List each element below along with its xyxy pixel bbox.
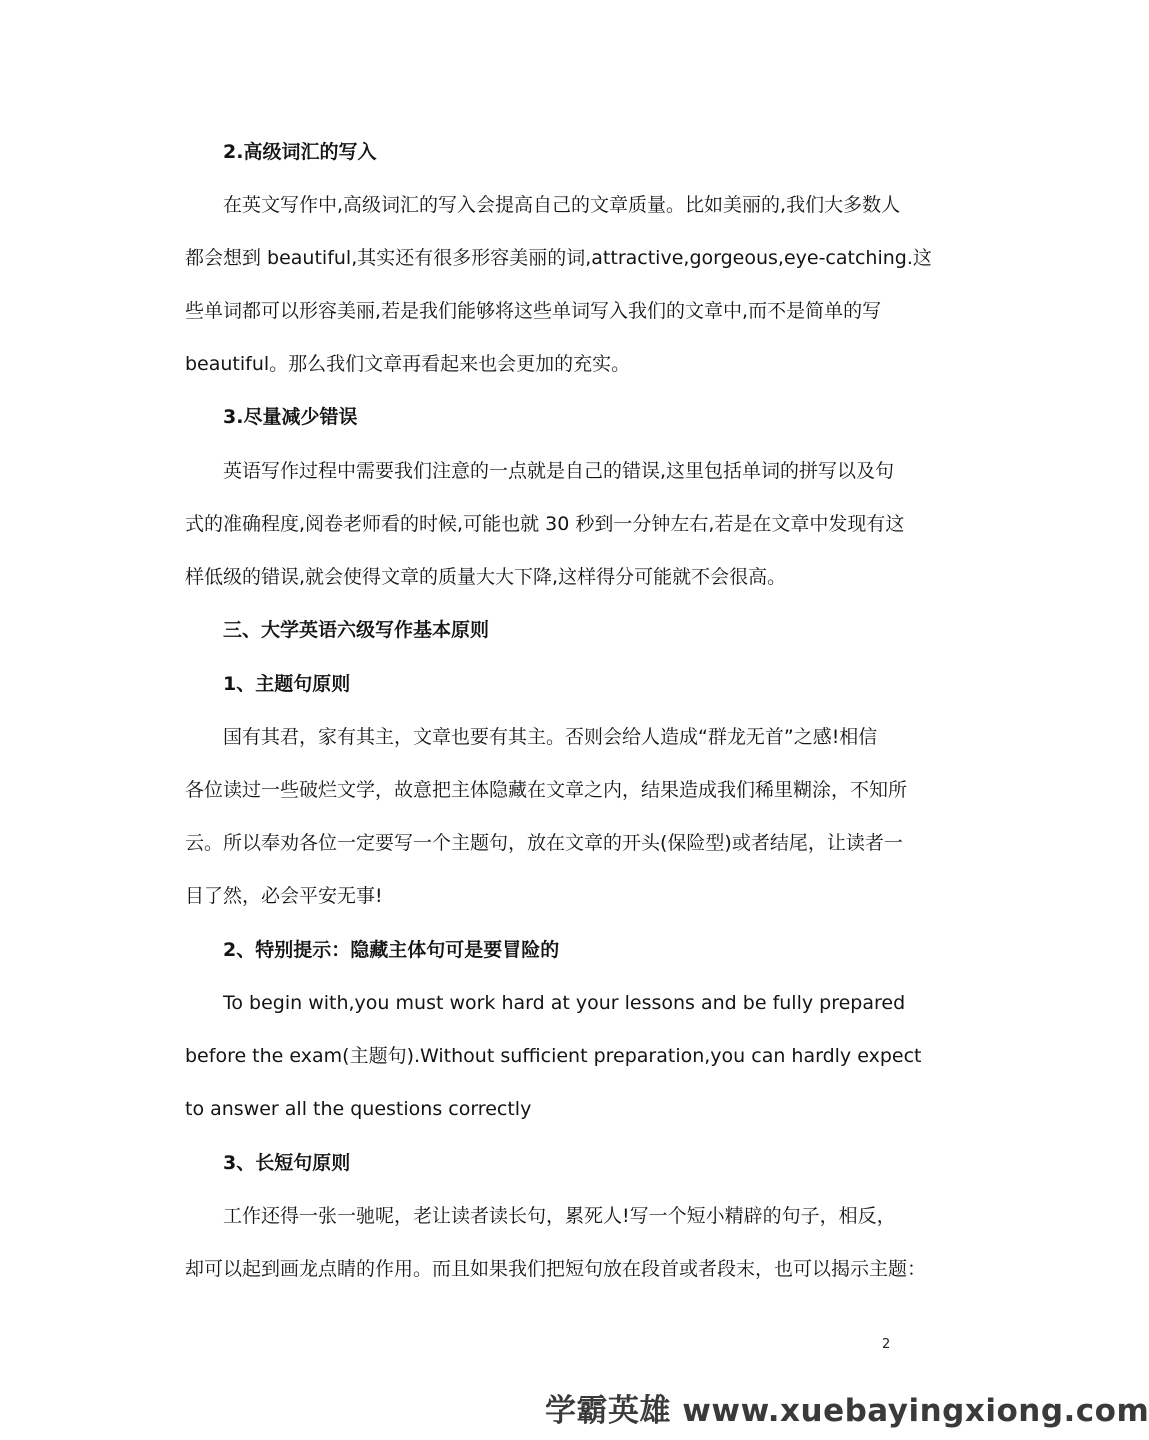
paragraph-line: 式的准确程度,阅卷老师看的时候,可能也就 30 秒到一分钟左右,若是在文章中发现有这 bbox=[185, 513, 905, 535]
paragraph-line: before the exam(主题句).Without sufficient preparation,you can hardly expect bbox=[185, 1045, 922, 1067]
paragraph-line: to answer all the questions correctly bbox=[185, 1098, 532, 1120]
paragraph-line: 国有其君，家有其主，文章也要有其主。否则会给人造成“群龙无首”之感!相信 bbox=[223, 726, 878, 748]
paragraph-line: 样低级的错误,就会使得文章的质量大大下降,这样得分可能就不会很高。 bbox=[185, 566, 787, 588]
paragraph-line: 英语写作过程中需要我们注意的一点就是自己的错误,这里包括单词的拼写以及句 bbox=[223, 460, 895, 482]
site-watermark: 学霸英雄 www.xuebayingxiong.com bbox=[545, 1393, 1149, 1429]
paragraph-line: 都会想到 beautiful,其实还有很多形容美丽的词,attractive,gorgeous,eye-catching.这 bbox=[185, 247, 932, 269]
subheading-long-short-sentence-principle: 3、长短句原则 bbox=[223, 1152, 351, 1174]
paragraph-line: 些单词都可以形容美丽,若是我们能够将这些单词写入我们的文章中,而不是简单的写 bbox=[185, 300, 882, 322]
section-heading-advanced-vocabulary: 2.高级词汇的写入 bbox=[223, 141, 377, 163]
paragraph-line: 各位读过一些破烂文学，故意把主体隐藏在文章之内，结果造成我们稀里糊涂，不知所 bbox=[185, 779, 908, 801]
paragraph-line: 在英文写作中,高级词汇的写入会提高自己的文章质量。比如美丽的,我们大多数人 bbox=[223, 194, 901, 216]
paragraph-line: 云。所以奉劝各位一定要写一个主题句，放在文章的开头(保险型)或者结尾，让读者一 bbox=[185, 832, 903, 854]
paragraph-line: 却可以起到画龙点睛的作用。而且如果我们把短句放在段首或者段末，也可以揭示主题： bbox=[185, 1258, 927, 1280]
subheading-special-tip: 2、特别提示：隐藏主体句可是要冒险的 bbox=[223, 939, 560, 961]
paragraph-line: 工作还得一张一驰呢，老让读者读长句，累死人!写一个短小精辟的句子，相反， bbox=[223, 1205, 896, 1227]
paragraph-line: To begin with,you must work hard at your lessons and be fully prepared bbox=[223, 992, 906, 1014]
section-heading-basic-principles: 三、大学英语六级写作基本原则 bbox=[223, 619, 490, 641]
page-number: 2 bbox=[882, 1337, 891, 1352]
paragraph-line: 目了然，必会平安无事! bbox=[185, 885, 383, 907]
paragraph-line: beautiful。那么我们文章再看起来也会更加的充实。 bbox=[185, 353, 631, 375]
section-heading-reduce-errors: 3.尽量减少错误 bbox=[223, 406, 358, 428]
subheading-topic-sentence-principle: 1、主题句原则 bbox=[223, 673, 351, 695]
